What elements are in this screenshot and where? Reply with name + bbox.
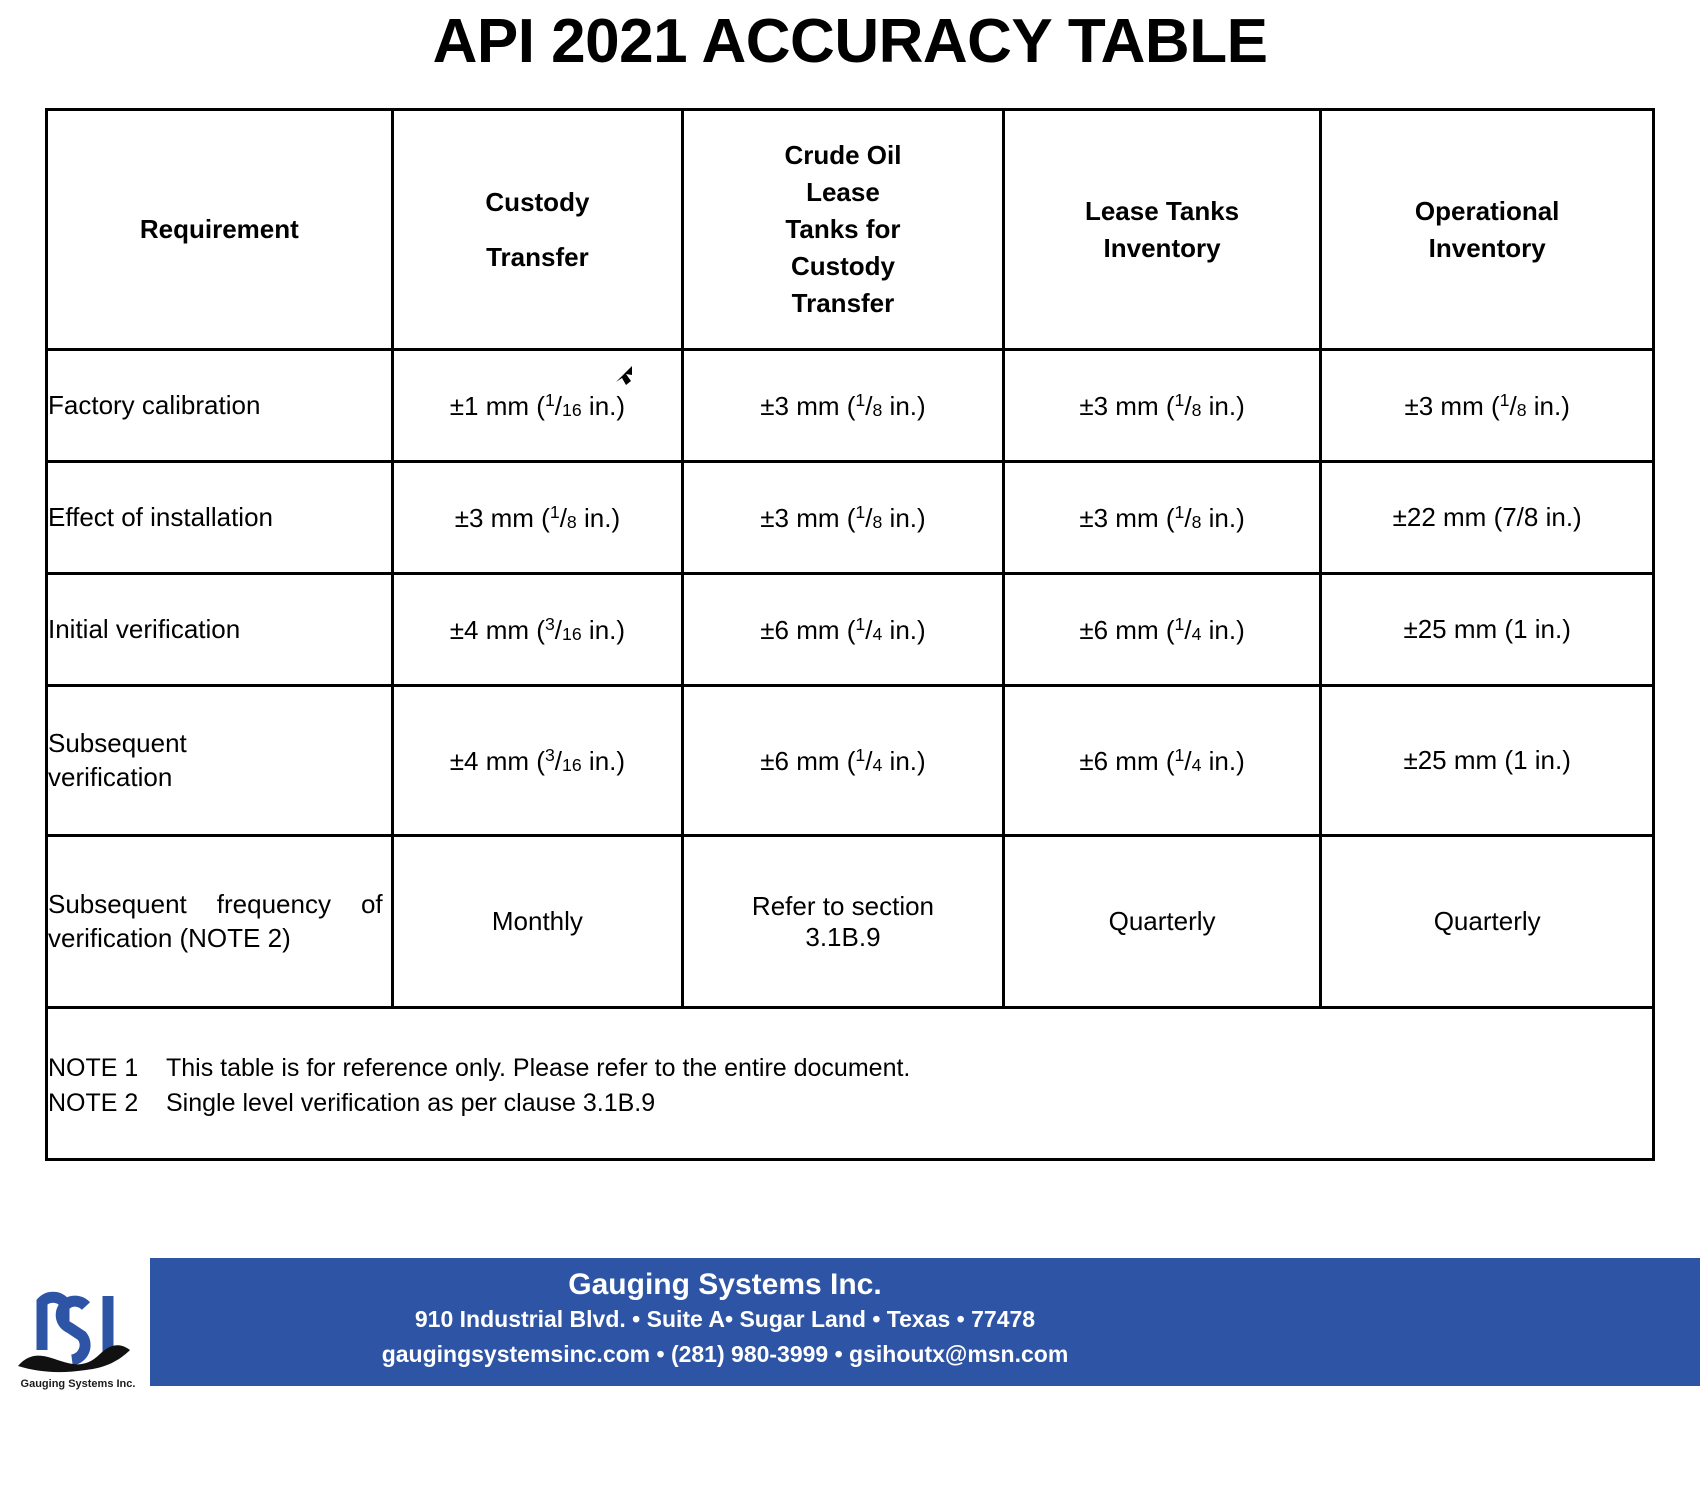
column-header-custody-line2: Transfer	[486, 241, 589, 272]
table-header	[47, 110, 1654, 350]
note-text: This table is for reference only. Please refer to the entire document.	[166, 1053, 911, 1082]
table-row	[47, 686, 1654, 836]
column-header-requirement-label: Requirement	[139, 214, 299, 245]
column-header-custody-line1: Custody	[485, 186, 590, 217]
cell-operational_inventory: ±3 mm ($^1$/8 in.)	[1321, 350, 1654, 462]
cell-crude_oil_lease_tanks: ±6 mm ($^1$/4 in.)	[683, 686, 1004, 836]
column-header-operational-label: Operational Inventory	[1414, 195, 1560, 263]
column-header-custody-transfer	[392, 110, 683, 350]
table-body	[47, 350, 1654, 1160]
row-label-cell: Factory calibration	[47, 350, 393, 462]
cell-crude_oil_lease_tanks: ±6 mm ($^1$/4 in.)	[683, 574, 1004, 686]
cell-crude_oil_lease_tanks: Refer to section 3.1B.9	[683, 836, 1004, 1008]
column-header-crude-oil-lease-tanks	[683, 110, 1004, 350]
table-header-row	[47, 110, 1654, 350]
header-spacer	[394, 221, 682, 239]
notes-cell	[47, 1008, 1654, 1160]
cell-custody_transfer: ±4 mm ($^3$/16 in.)	[392, 574, 683, 686]
cell-lease_tanks_inventory: ±3 mm ($^1$/8 in.)	[1003, 462, 1321, 574]
cell-custody_transfer: ±3 mm ($^1$/8 in.)	[392, 462, 683, 574]
cell-operational_inventory: ±25 mm (1 in.)	[1321, 574, 1654, 686]
cell-lease_tanks_inventory: ±6 mm ($^1$/4 in.)	[1003, 574, 1321, 686]
column-header-requirement	[47, 110, 393, 350]
note-label: NOTE 1	[48, 1053, 139, 1082]
note-text: Single level verification as per clause 3.1B.9	[166, 1088, 656, 1117]
table-row	[47, 574, 1654, 686]
cell-operational_inventory: ±22 mm (7/8 in.)	[1321, 462, 1654, 574]
cell-lease_tanks_inventory: ±6 mm ($^1$/4 in.)	[1003, 686, 1321, 836]
row-label-cell: Subsequent verification	[47, 686, 393, 836]
cell-lease_tanks_inventory: ±3 mm ($^1$/8 in.)	[1003, 350, 1321, 462]
gsi-logo-icon	[8, 1262, 148, 1392]
accuracy-table	[45, 108, 1655, 1161]
footer-company-name: Gauging Systems Inc.	[568, 1268, 882, 1301]
note-line-2	[48, 1088, 1652, 1117]
table-row	[47, 836, 1654, 1008]
row-label-cell: Effect of installation	[47, 462, 393, 574]
table-row	[47, 350, 1654, 462]
note-label: NOTE 2	[48, 1088, 139, 1117]
gsi-logo-caption: Gauging Systems Inc.	[20, 1378, 136, 1390]
cell-operational_inventory: Quarterly	[1321, 836, 1654, 1008]
cell-operational_inventory: ±25 mm (1 in.)	[1321, 686, 1654, 836]
row-label-cell: Initial verification	[47, 574, 393, 686]
cell-custody_transfer: ±1 mm ($^1$/16 in.)	[392, 350, 683, 462]
cell-custody_transfer: ±4 mm ($^3$/16 in.)	[392, 686, 683, 836]
row-label-cell: Subsequent frequency of verification (NOTE 2)	[47, 836, 393, 1008]
column-header-operational-inventory	[1321, 110, 1654, 350]
page-title: API 2021 ACCURACY TABLE	[432, 7, 1268, 76]
footer-contact: gaugingsystemsinc.com • (281) 980-3999 • gsihoutx@msn.com	[381, 1341, 1069, 1367]
column-header-lease-tanks-inventory	[1003, 110, 1321, 350]
table-row	[47, 462, 1654, 574]
footer-address: 910 Industrial Blvd. • Suite A• Sugar Land • Texas • 77478	[414, 1306, 1036, 1332]
note-line-1	[48, 1053, 1652, 1082]
cell-crude_oil_lease_tanks: ±3 mm ($^1$/8 in.)	[683, 462, 1004, 574]
cell-custody_transfer: Monthly	[392, 836, 683, 1008]
accuracy-table-wrapper	[45, 108, 1655, 1161]
cell-crude_oil_lease_tanks: ±3 mm ($^1$/8 in.)	[683, 350, 1004, 462]
column-header-lease-tanks-label: Lease Tanks Inventory	[1084, 195, 1240, 263]
notes-row	[47, 1008, 1654, 1160]
cell-lease_tanks_inventory: Quarterly	[1003, 836, 1321, 1008]
column-header-crude-oil-label: Crude Oil Lease Tanks for Custody Transfer	[784, 140, 902, 318]
